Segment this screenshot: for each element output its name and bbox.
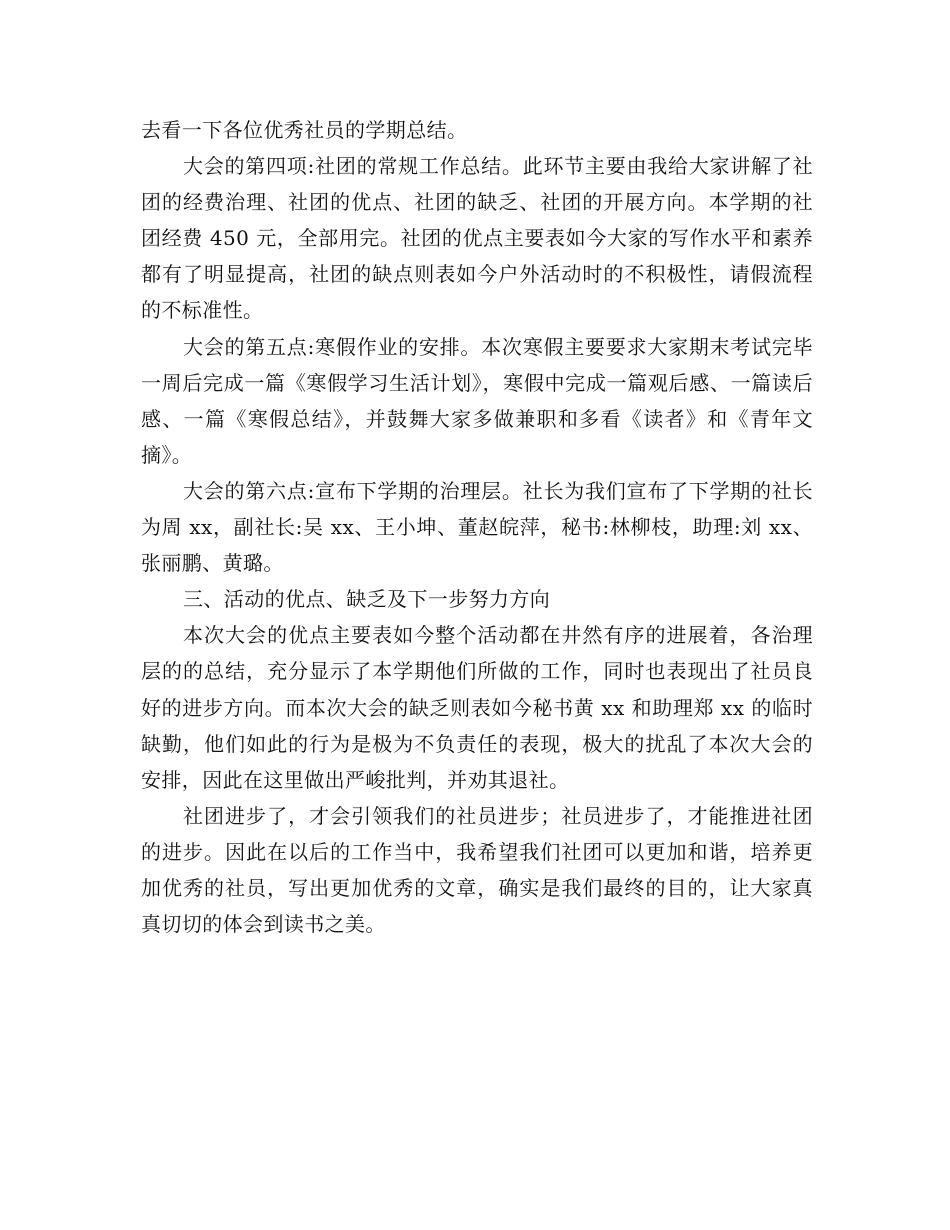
paragraph-6: 社团进步了，才会引领我们的社员进步；社员进步了，才能推进社团的进步。因此在以后的工作当中，我希望我们社团可以更加和谐，培养更加优秀的社员，写出更加优秀的文章，确实是我们最终的目的，让大家真真切切的体会到读书之美。 xyxy=(141,803,813,937)
paragraph-1: 去看一下各位优秀社员的学期总结。 xyxy=(141,118,468,142)
paragraph-4: 大会的第六点:宣布下学期的治理层。社长为我们宣布了下学期的社长为周 xx，副社长:吴 xx、王小坤、董赵皖萍，秘书:林柳枝，助理:刘 xx、张丽鹏、黄璐。 xyxy=(141,478,813,576)
paragraph-3: 大会的第五点:寒假作业的安排。本次寒假主要要求大家期末考试完毕一周后完成一篇《寒假学习生活计划》，寒假中完成一篇观后感、一篇读后感、一篇《寒假总结》，并鼓舞大家多做兼职和多看《读者》和《青年文摘》。 xyxy=(141,334,813,467)
paragraph-2: 大会的第四项:社团的常规工作总结。此环节主要由我给大家讲解了社团的经费治理、社团的优点、社团的缺乏、社团的开展方向。本学期的社团经费 450 元，全部用完。社团的优点主要表如今大家的写作水平和素养都有了明显提高，社团的缺点则表如今户外活动时的不积极性，请假流程的不标准性。 xyxy=(141,154,813,323)
paragraph-5: 本次大会的优点主要表如今整个活动都在井然有序的进展着，各治理层的的总结，充分显示了本学期他们所做的工作，同时也表现出了社员良好的进步方向。而本次大会的缺乏则表如今秘书黄 xx 和助理郑 xx 的临时缺勤，他们如此的行为是极为不负责任的表现，极大的扰乱了本次大会的安排，因此在这里做出严峻批判，并劝其退社。 xyxy=(141,623,813,792)
document-body xyxy=(141,112,813,942)
section-heading: 三、活动的优点、缺乏及下一步努力方向 xyxy=(183,587,551,612)
